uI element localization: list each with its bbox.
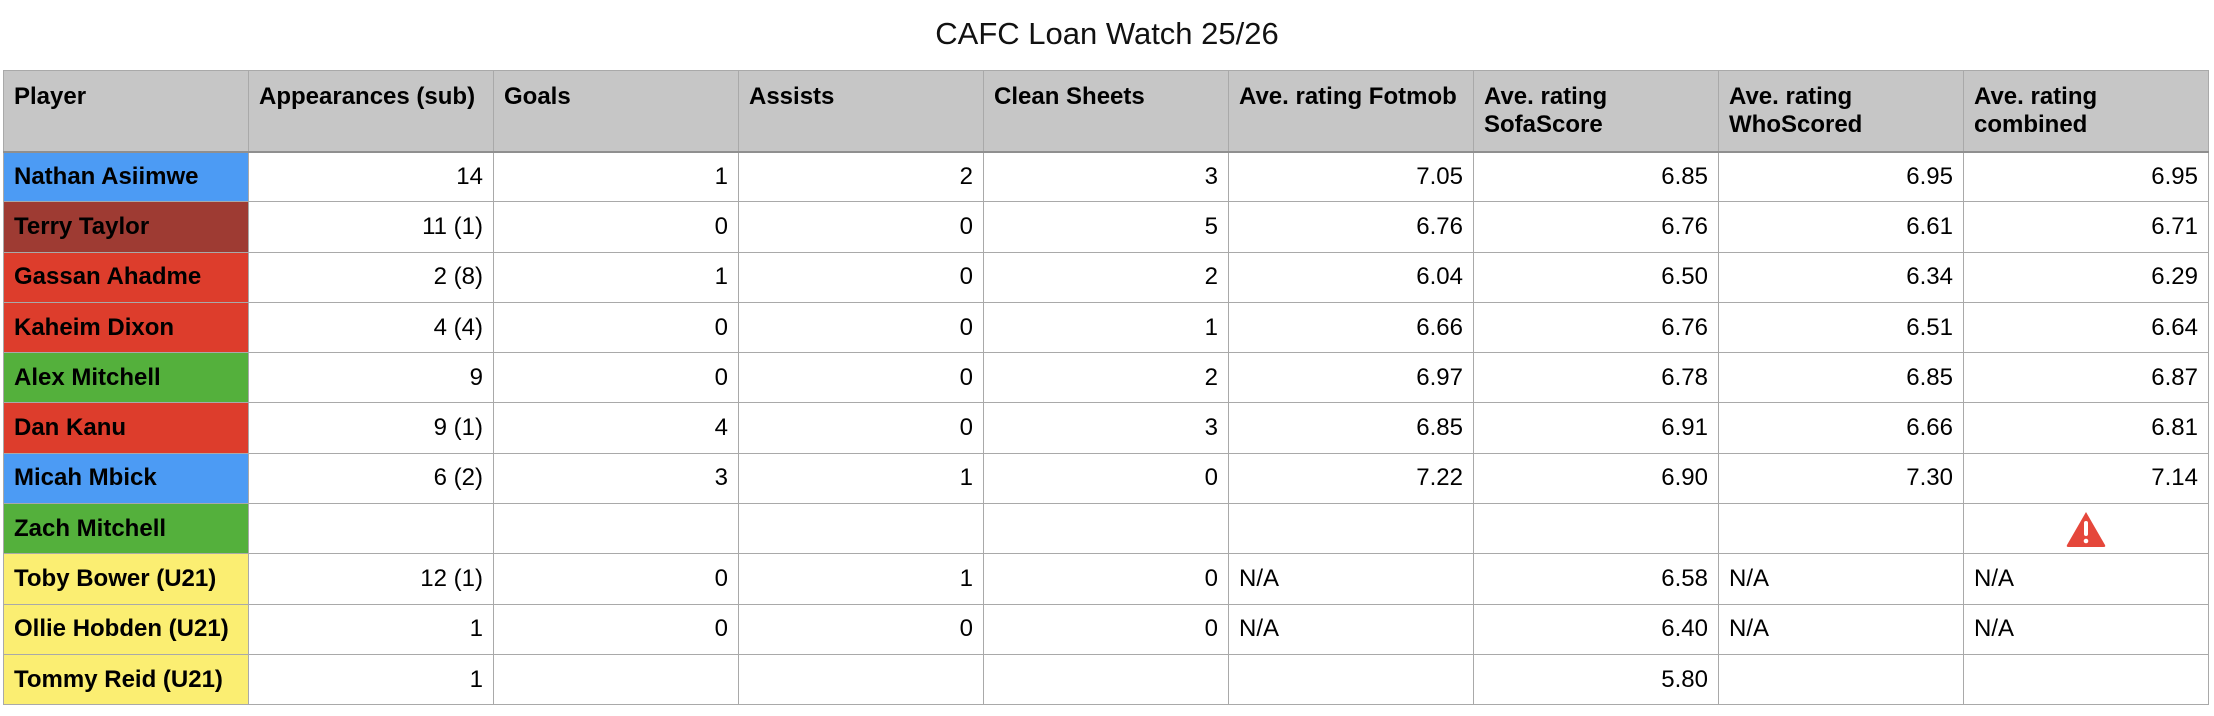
table-row [4,554,2209,604]
assists-cell[interactable]: 1 [739,554,984,604]
fotmob-cell[interactable]: 6.76 [1229,202,1474,252]
combined-cell[interactable]: 6.29 [1964,252,2209,302]
goals-cell[interactable]: 0 [494,554,739,604]
fotmob-cell[interactable]: 7.05 [1229,152,1474,202]
goals-cell[interactable]: 1 [494,252,739,302]
appearances-cell[interactable]: 12 (1) [249,554,494,604]
assists-cell[interactable] [739,504,984,554]
fotmob-cell[interactable] [1229,654,1474,704]
whoscored-cell[interactable]: 6.51 [1719,302,1964,352]
assists-cell[interactable] [739,654,984,704]
fotmob-cell[interactable]: 7.22 [1229,453,1474,503]
player-name-cell[interactable]: Tommy Reid (U21) [4,654,249,704]
sofascore-cell[interactable]: 6.40 [1474,604,1719,654]
appearances-cell[interactable]: 2 (8) [249,252,494,302]
fotmob-cell[interactable]: N/A [1229,554,1474,604]
player-name-cell[interactable]: Alex Mitchell [4,353,249,403]
combined-cell[interactable]: 6.64 [1964,302,2209,352]
table-row [4,302,2209,352]
column-header-assists[interactable]: Assists [739,71,984,152]
warning-icon[interactable] [2065,510,2107,548]
goals-cell[interactable]: 0 [494,302,739,352]
player-name-cell[interactable]: Ollie Hobden (U21) [4,604,249,654]
assists-cell[interactable]: 0 [739,353,984,403]
table-row [4,202,2209,252]
clean-sheets-cell[interactable]: 3 [984,403,1229,453]
player-name-cell[interactable]: Gassan Ahadme [4,252,249,302]
table-row [4,453,2209,503]
clean-sheets-cell[interactable]: 3 [984,152,1229,202]
sofascore-cell[interactable] [1474,504,1719,554]
combined-cell[interactable]: N/A [1964,554,2209,604]
table-row [4,654,2209,704]
table-row [4,252,2209,302]
combined-cell[interactable]: 6.71 [1964,202,2209,252]
column-header-goals[interactable]: Goals [494,71,739,152]
player-name-cell[interactable]: Terry Taylor [4,202,249,252]
clean-sheets-cell[interactable]: 0 [984,604,1229,654]
player-name-cell[interactable]: Dan Kanu [4,403,249,453]
header-row [4,71,2209,152]
sheet-title: CAFC Loan Watch 25/26 [935,16,1279,51]
clean-sheets-cell[interactable]: 1 [984,302,1229,352]
player-name-cell[interactable]: Nathan Asiimwe [4,152,249,202]
appearances-cell[interactable]: 1 [249,604,494,654]
goals-cell[interactable]: 3 [494,453,739,503]
combined-cell[interactable]: 6.87 [1964,353,2209,403]
goals-cell[interactable]: 0 [494,202,739,252]
clean-sheets-cell[interactable]: 0 [984,554,1229,604]
clean-sheets-cell[interactable]: 0 [984,453,1229,503]
clean-sheets-cell[interactable] [984,654,1229,704]
column-header-sofascore[interactable]: Ave. rating SofaScore [1474,71,1719,152]
combined-cell[interactable]: 6.95 [1964,152,2209,202]
whoscored-cell[interactable]: N/A [1719,604,1964,654]
sofascore-cell[interactable]: 5.80 [1474,654,1719,704]
assists-cell[interactable]: 2 [739,152,984,202]
goals-cell[interactable]: 0 [494,604,739,654]
sofascore-cell[interactable]: 6.76 [1474,302,1719,352]
column-header-whoscored[interactable]: Ave. rating WhoScored [1719,71,1964,152]
fotmob-cell[interactable]: 6.85 [1229,403,1474,453]
assists-cell[interactable]: 0 [739,403,984,453]
sofascore-cell[interactable]: 6.91 [1474,403,1719,453]
goals-cell[interactable]: 0 [494,353,739,403]
player-name-cell[interactable]: Toby Bower (U21) [4,554,249,604]
table-row [4,403,2209,453]
clean-sheets-cell[interactable]: 2 [984,353,1229,403]
whoscored-cell[interactable] [1719,654,1964,704]
column-header-appearances[interactable]: Appearances (sub) [249,71,494,152]
whoscored-cell[interactable]: 6.61 [1719,202,1964,252]
fotmob-cell[interactable] [1229,504,1474,554]
appearances-cell[interactable]: 9 [249,353,494,403]
goals-cell[interactable] [494,654,739,704]
combined-cell[interactable]: 6.81 [1964,403,2209,453]
appearances-cell[interactable]: 14 [249,152,494,202]
sofascore-cell[interactable]: 6.76 [1474,202,1719,252]
clean-sheets-cell[interactable]: 2 [984,252,1229,302]
combined-cell[interactable]: N/A [1964,604,2209,654]
whoscored-cell[interactable]: N/A [1719,554,1964,604]
sofascore-cell[interactable]: 6.50 [1474,252,1719,302]
table-row [4,504,2209,554]
fotmob-cell[interactable]: 6.97 [1229,353,1474,403]
whoscored-cell[interactable]: 6.34 [1719,252,1964,302]
appearances-cell[interactable]: 1 [249,654,494,704]
fotmob-cell[interactable]: 6.04 [1229,252,1474,302]
player-name-cell[interactable]: Micah Mbick [4,453,249,503]
clean-sheets-cell[interactable] [984,504,1229,554]
appearances-cell[interactable]: 11 (1) [249,202,494,252]
fotmob-cell[interactable]: 6.66 [1229,302,1474,352]
player-name-cell[interactable]: Kaheim Dixon [4,302,249,352]
goals-cell[interactable]: 4 [494,403,739,453]
whoscored-cell[interactable] [1719,504,1964,554]
assists-cell[interactable]: 0 [739,302,984,352]
column-header-combined[interactable]: Ave. rating combined [1964,71,2209,152]
player-name-cell[interactable]: Zach Mitchell [4,504,249,554]
assists-cell[interactable]: 0 [739,202,984,252]
assists-cell[interactable]: 0 [739,604,984,654]
table-row [4,353,2209,403]
appearances-cell[interactable]: 9 (1) [249,403,494,453]
assists-cell[interactable]: 1 [739,453,984,503]
whoscored-cell[interactable]: 6.85 [1719,353,1964,403]
table-body [4,152,2209,705]
goals-cell[interactable] [494,504,739,554]
combined-cell[interactable]: 7.14 [1964,453,2209,503]
combined-cell[interactable] [1964,654,2209,704]
table-row [4,152,2209,202]
fotmob-cell[interactable]: N/A [1229,604,1474,654]
sofascore-cell[interactable]: 6.78 [1474,353,1719,403]
whoscored-cell[interactable]: 6.95 [1719,152,1964,202]
sofascore-cell[interactable]: 6.90 [1474,453,1719,503]
appearances-cell[interactable]: 6 (2) [249,453,494,503]
column-header-player[interactable]: Player [4,71,249,152]
combined-cell[interactable] [1964,504,2209,554]
goals-cell[interactable]: 1 [494,152,739,202]
clean-sheets-cell[interactable]: 5 [984,202,1229,252]
table-row [4,604,2209,654]
sofascore-cell[interactable]: 6.85 [1474,152,1719,202]
appearances-cell[interactable]: 4 (4) [249,302,494,352]
column-header-clean-sheets[interactable]: Clean Sheets [984,71,1229,152]
assists-cell[interactable]: 0 [739,252,984,302]
sofascore-cell[interactable]: 6.58 [1474,554,1719,604]
whoscored-cell[interactable]: 6.66 [1719,403,1964,453]
appearances-cell[interactable] [249,504,494,554]
loan-watch-table [3,70,2209,705]
whoscored-cell[interactable]: 7.30 [1719,453,1964,503]
column-header-fotmob[interactable]: Ave. rating Fotmob [1229,71,1474,152]
